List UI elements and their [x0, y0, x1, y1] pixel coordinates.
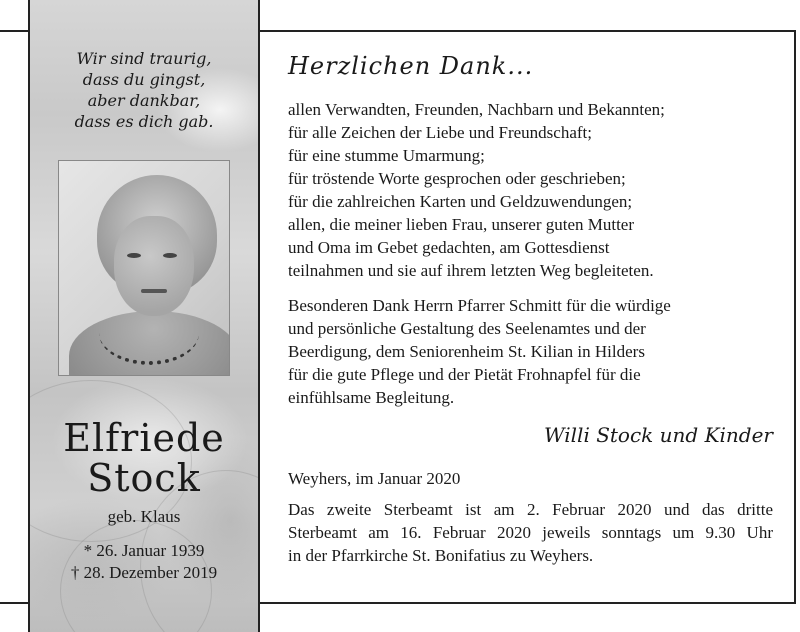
- place-date: Weyhers, im Januar 2020: [288, 469, 461, 488]
- deceased-first-name: Elfriede: [63, 416, 225, 460]
- text-line: und persönliche Gestaltung des Seelenamtes und der: [288, 319, 646, 338]
- text-line: allen, die meiner lieben Frau, unserer guten Mutter: [288, 215, 635, 234]
- portrait-photo: [58, 160, 230, 376]
- birth-name: geb. Klaus: [107, 507, 181, 526]
- text-line: für tröstende Worte gesprochen oder geschrieben;: [288, 169, 626, 188]
- thanks-content: [288, 52, 773, 567]
- text-line: teilnahmen und sie auf ihrem letzten Weg begleiteten.: [288, 261, 654, 280]
- text-line: in der Pfarrkirche St. Bonifatius zu Weyhers.: [288, 546, 594, 565]
- text-line: allen Verwandten, Freunden, Nachbarn und Bekannten;: [288, 100, 665, 119]
- special-thanks-paragraph: [288, 294, 773, 409]
- deceased-last-name: Stock: [87, 456, 201, 500]
- text-line: für alle Zeichen der Liebe und Freundschaft;: [288, 123, 592, 142]
- birth-date: * 26. Januar 1939: [83, 541, 205, 560]
- text-line: für die zahlreichen Karten und Geldzuwendungen;: [288, 192, 633, 211]
- text-line: Beerdigung, dem Seniorenheim St. Kilian in Hilders: [288, 342, 645, 361]
- memorial-quote: [30, 48, 258, 132]
- text-line: einfühlsame Begleitung.: [288, 388, 455, 407]
- quote-line: Wir sind traurig,: [76, 49, 212, 68]
- memorial-sidebar: [28, 0, 260, 632]
- quote-line: dass du gingst,: [82, 70, 206, 89]
- text-line: und Oma im Gebet gedachten, am Gottesdienst: [288, 238, 610, 257]
- text-line: Besonderen Dank Herrn Pfarrer Schmitt für die würdige: [288, 296, 671, 315]
- quote-line: dass es dich gab.: [74, 112, 214, 131]
- mass-notice: [288, 498, 773, 567]
- text-line: Das zweite Sterbeamt ist am 2. Februar 2020 und das dritte: [288, 500, 773, 519]
- thanks-heading: Herzlichen Dank...: [288, 52, 534, 80]
- life-dates: [30, 540, 258, 584]
- quote-line: aber dankbar,: [87, 91, 201, 110]
- death-date: † 28. Dezember 2019: [70, 563, 218, 582]
- family-signature: Willi Stock und Kinder: [544, 423, 773, 447]
- text-line: für die gute Pflege und der Pietät Frohnapfel für die: [288, 365, 641, 384]
- thanks-paragraph: [288, 98, 773, 282]
- text-line: für eine stumme Umarmung;: [288, 146, 485, 165]
- text-line: Sterbeamt am 16. Februar 2020 jeweils sonntags um 9.30 Uhr: [288, 523, 773, 542]
